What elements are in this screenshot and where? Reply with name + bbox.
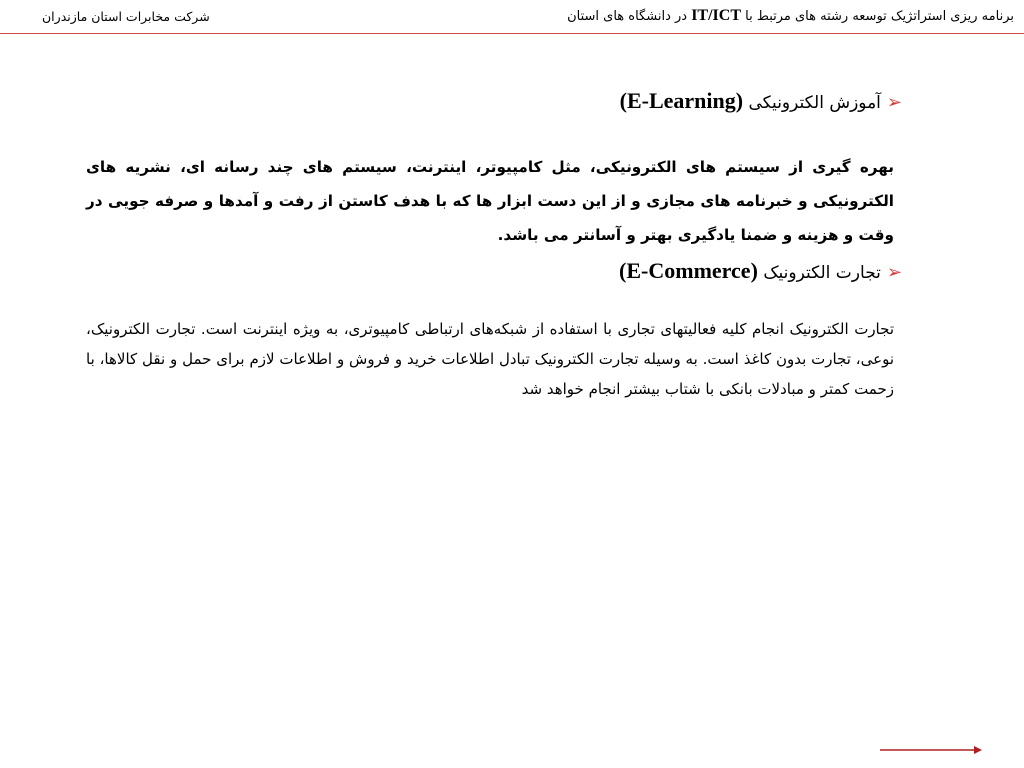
bullet-arrow-icon: ➢ <box>886 262 902 283</box>
header-title <box>567 7 1014 25</box>
section-heading-ecommerce <box>619 258 902 284</box>
heading-fa-elearning: آموزش الکترونیکی <box>748 93 881 113</box>
slide-header <box>0 0 1024 34</box>
heading-latin-elearning: (E-Learning) <box>619 88 744 113</box>
heading-fa-ecommerce: تجارت الکترونیک <box>763 263 881 283</box>
arrow-right-icon[interactable] <box>878 742 984 758</box>
header-title-ict: IT/ICT <box>691 7 741 24</box>
header-title-suffix: در دانشگاه های استان <box>567 9 688 24</box>
bullet-arrow-icon: ➢ <box>886 92 902 113</box>
section-heading-elearning <box>620 88 902 114</box>
heading-latin-ecommerce: (E-Commerce) <box>619 258 758 283</box>
header-company: شرکت مخابرات استان مازندران <box>42 9 210 24</box>
paragraph-ecommerce: تجارت الکترونیک انجام کلیه فعالیتهای تجاری با استفاده از شبکه‌های ارتباطی کامپیوتری، به ویژه اینترنت است. تجارت الکترونیک، نوعی، تجارت بدون کاغذ است. به وسیله تجارت الکترونیک تبادل اطلاعات خرید و فروش و اطلاعات لازم برای حمل و نقل کالاها، با زحمت کمتر و مبادلات بانکی با شتاب بیشتر انجام خواهد شد <box>86 320 894 398</box>
header-title-prefix: برنامه ریزی استراتژیک توسعه رشته های مرتبط با <box>745 9 1014 24</box>
paragraph-elearning: بهره گیری از سیستم های الکترونیکی، مثل کامپیوتر، اینترنت، سیستم های چند رسانه ای، نشریه های الکترونیکی و خبرنامه های مجازی و از این دست ابزار ها که با هدف کاستن از رفت و آمدها و صرفه جویی در وقت و هزینه و ضمنا یادگیری بهتر و آسانتر می باشد. <box>86 158 894 244</box>
